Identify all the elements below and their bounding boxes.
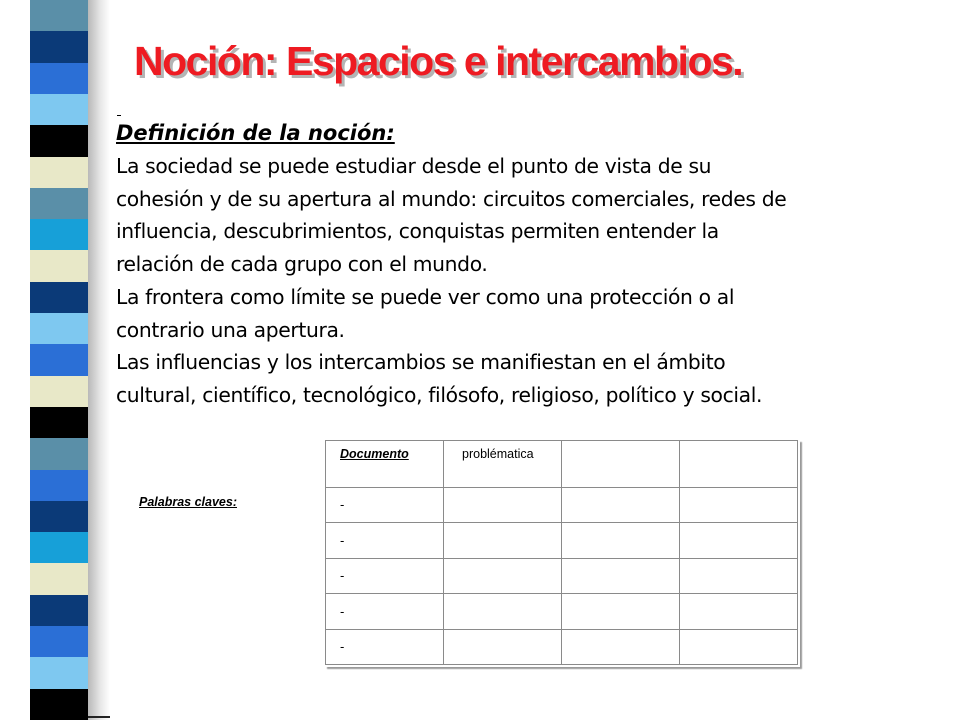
stripe-segment bbox=[30, 125, 88, 157]
keywords-label: Palabras claves: bbox=[139, 495, 237, 509]
table-cell bbox=[562, 487, 680, 522]
stripe-segment bbox=[30, 626, 88, 658]
table-cell bbox=[444, 487, 562, 522]
table-cell: - bbox=[326, 594, 444, 629]
table-row bbox=[326, 523, 798, 558]
table-cell bbox=[444, 629, 562, 665]
stripe-segment bbox=[30, 407, 88, 439]
stripe-segment bbox=[30, 250, 88, 282]
table-cell bbox=[444, 523, 562, 558]
table-row bbox=[326, 594, 798, 629]
stripe-segment bbox=[30, 563, 88, 595]
keywords-table bbox=[325, 440, 798, 665]
table-row bbox=[326, 558, 798, 593]
body-line: cohesión y de su apertura al mundo: circuitos comerciales, redes de bbox=[116, 186, 787, 211]
stripe-segment bbox=[30, 344, 88, 376]
stripe-segment bbox=[30, 157, 88, 189]
stripe-shadow bbox=[88, 0, 110, 720]
slide-title: Noción: Espacios e intercambios. bbox=[134, 38, 743, 84]
table-cell bbox=[562, 629, 680, 665]
table-cell bbox=[444, 594, 562, 629]
header-cell-empty bbox=[680, 441, 798, 488]
stripe-segment bbox=[30, 31, 88, 63]
stripe-segment bbox=[30, 532, 88, 564]
stripe-segment bbox=[30, 188, 88, 220]
stripe-foot-line bbox=[88, 716, 110, 718]
stripe-segment bbox=[30, 689, 88, 720]
body-line: influencia, descubrimientos, conquistas permiten entender la bbox=[116, 219, 719, 244]
stripe-segment bbox=[30, 63, 88, 95]
table-cell: - bbox=[326, 487, 444, 522]
table-cell: - bbox=[326, 558, 444, 593]
header-cell-problematica: problématica bbox=[444, 441, 562, 488]
stripe-segment bbox=[30, 376, 88, 408]
table-cell: - bbox=[326, 523, 444, 558]
body-line: Las influencias y los intercambios se manifiestan en el ámbito bbox=[116, 350, 726, 375]
table-cell bbox=[680, 558, 798, 593]
stripe-segment bbox=[30, 470, 88, 502]
table-cell bbox=[680, 523, 798, 558]
table-cell bbox=[562, 523, 680, 558]
stripe-segment bbox=[30, 313, 88, 345]
keywords-table-container bbox=[325, 440, 800, 667]
stripe-segment bbox=[30, 0, 88, 32]
table-cell: - bbox=[326, 629, 444, 665]
definition-body bbox=[116, 150, 936, 412]
table-cell bbox=[680, 594, 798, 629]
body-line: contrario una apertura. bbox=[116, 317, 345, 342]
bullet-mark bbox=[117, 115, 121, 116]
stripe-segment bbox=[30, 595, 88, 627]
decorative-stripe bbox=[30, 0, 88, 720]
table-row bbox=[326, 487, 798, 522]
table-header-row bbox=[326, 441, 798, 488]
table-cell bbox=[680, 487, 798, 522]
header-cell-empty bbox=[562, 441, 680, 488]
table-cell bbox=[562, 594, 680, 629]
table-cell bbox=[680, 629, 798, 665]
stripe-segment bbox=[30, 501, 88, 533]
table-cell bbox=[444, 558, 562, 593]
definition-heading: Definición de la noción: bbox=[116, 121, 395, 145]
table-row bbox=[326, 629, 798, 665]
header-cell-documento: Documento bbox=[326, 441, 444, 488]
body-line: La sociedad se puede estudiar desde el punto de vista de su bbox=[116, 154, 712, 178]
body-line: relación de cada grupo con el mundo. bbox=[116, 252, 488, 277]
body-line: cultural, científico, tecnológico, filósofo, religioso, político y social. bbox=[116, 382, 763, 407]
stripe-segment bbox=[30, 657, 88, 689]
stripe-segment bbox=[30, 282, 88, 314]
stripe-segment bbox=[30, 438, 88, 470]
body-line: La frontera como límite se puede ver como una protección o al bbox=[116, 284, 735, 309]
table-cell bbox=[562, 558, 680, 593]
stripe-segment bbox=[30, 219, 88, 251]
stripe-segment bbox=[30, 94, 88, 126]
